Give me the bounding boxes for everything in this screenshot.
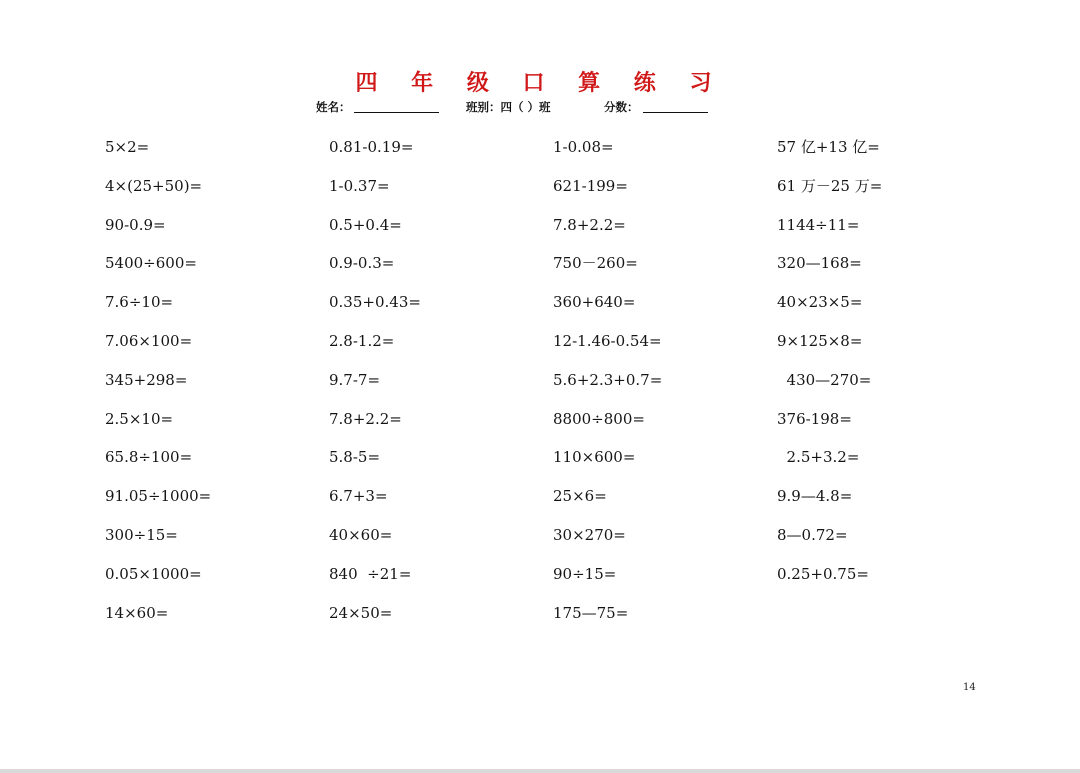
problem-item: 65.8÷100= — [105, 448, 193, 467]
page-bottom-edge — [0, 769, 1080, 773]
problem-item: 7.8+2.2= — [553, 215, 626, 234]
problem-item: 90÷15= — [553, 564, 617, 583]
problem-item: 40×23×5= — [777, 293, 863, 312]
problem-item: 2.5+3.2= — [777, 448, 860, 467]
problem-item: 0.5+0.4= — [329, 215, 402, 234]
problem-item: 6.7+3= — [329, 487, 388, 506]
problem-item: 4×(25+50)= — [105, 176, 203, 195]
problem-item: 9.7-7= — [329, 370, 381, 389]
problem-item: 30×270= — [553, 526, 626, 544]
problem-item: 750－260= — [553, 254, 638, 273]
problem-item: 1-0.08= — [553, 138, 614, 156]
problem-item: 40×60= — [329, 526, 393, 544]
class-label: 班别：四（ ）班 — [466, 100, 551, 114]
problem-item: 90-0.9= — [105, 215, 166, 234]
problem-item: 25×6= — [553, 487, 607, 506]
problem-item: 5400÷600= — [105, 254, 197, 273]
problem-item: 2.5×10= — [105, 409, 174, 428]
problem-item: 110×600= — [553, 448, 636, 467]
name-label: 姓名： — [316, 100, 351, 114]
problem-item: 91.05÷1000= — [105, 487, 212, 506]
problem-item: 9.9—4.8= — [777, 487, 853, 506]
problem-item: 61 万－25 万= — [777, 176, 883, 195]
problem-item: 57 亿+13 亿= — [777, 138, 880, 156]
worksheet-title: 四 年 级 口 算 练 习 — [355, 70, 725, 96]
name-blank-line[interactable] — [354, 112, 439, 113]
problem-item: 7.6÷10= — [105, 293, 174, 312]
problem-item: 175—75= — [553, 603, 629, 622]
problem-item: 12-1.46-0.54= — [553, 332, 662, 350]
problem-item: 2.8-1.2= — [329, 332, 395, 350]
problem-item: 5.6+2.3+0.7= — [553, 370, 663, 389]
problem-item: 1144÷11= — [777, 215, 860, 234]
problem-item: 7.06×100= — [105, 332, 193, 350]
problem-item: 1-0.37= — [329, 176, 390, 195]
problem-item: 430—270= — [777, 370, 872, 389]
problem-item: 14×60= — [105, 603, 169, 622]
problem-item: 0.35+0.43= — [329, 293, 421, 312]
problem-item: 376-198= — [777, 409, 852, 428]
problem-item: 0.05×1000= — [105, 564, 202, 583]
problem-item: 8800÷800= — [553, 409, 645, 428]
problem-item: 0.81-0.19= — [329, 138, 414, 156]
problem-item: 0.25+0.75= — [777, 564, 869, 583]
problem-item: 0.9-0.3= — [329, 254, 395, 273]
problem-item: 7.8+2.2= — [329, 409, 402, 428]
problem-item: 5.8-5= — [329, 448, 381, 467]
score-blank-line[interactable] — [643, 112, 708, 113]
problem-item: 360+640= — [553, 293, 636, 312]
problem-item: 345+298= — [105, 370, 188, 389]
problem-item: 300÷15= — [105, 526, 178, 544]
problem-item: 9×125×8= — [777, 332, 863, 350]
problem-item: 320—168= — [777, 254, 862, 273]
problem-item: 8—0.72= — [777, 526, 848, 544]
page-number: 14 — [963, 682, 976, 693]
problem-item: 621-199= — [553, 176, 628, 195]
problem-item: 5×2= — [105, 138, 150, 156]
problem-item: 24×50= — [329, 603, 393, 622]
problem-item: 840 ÷21= — [329, 564, 412, 583]
score-label: 分数： — [604, 100, 639, 114]
